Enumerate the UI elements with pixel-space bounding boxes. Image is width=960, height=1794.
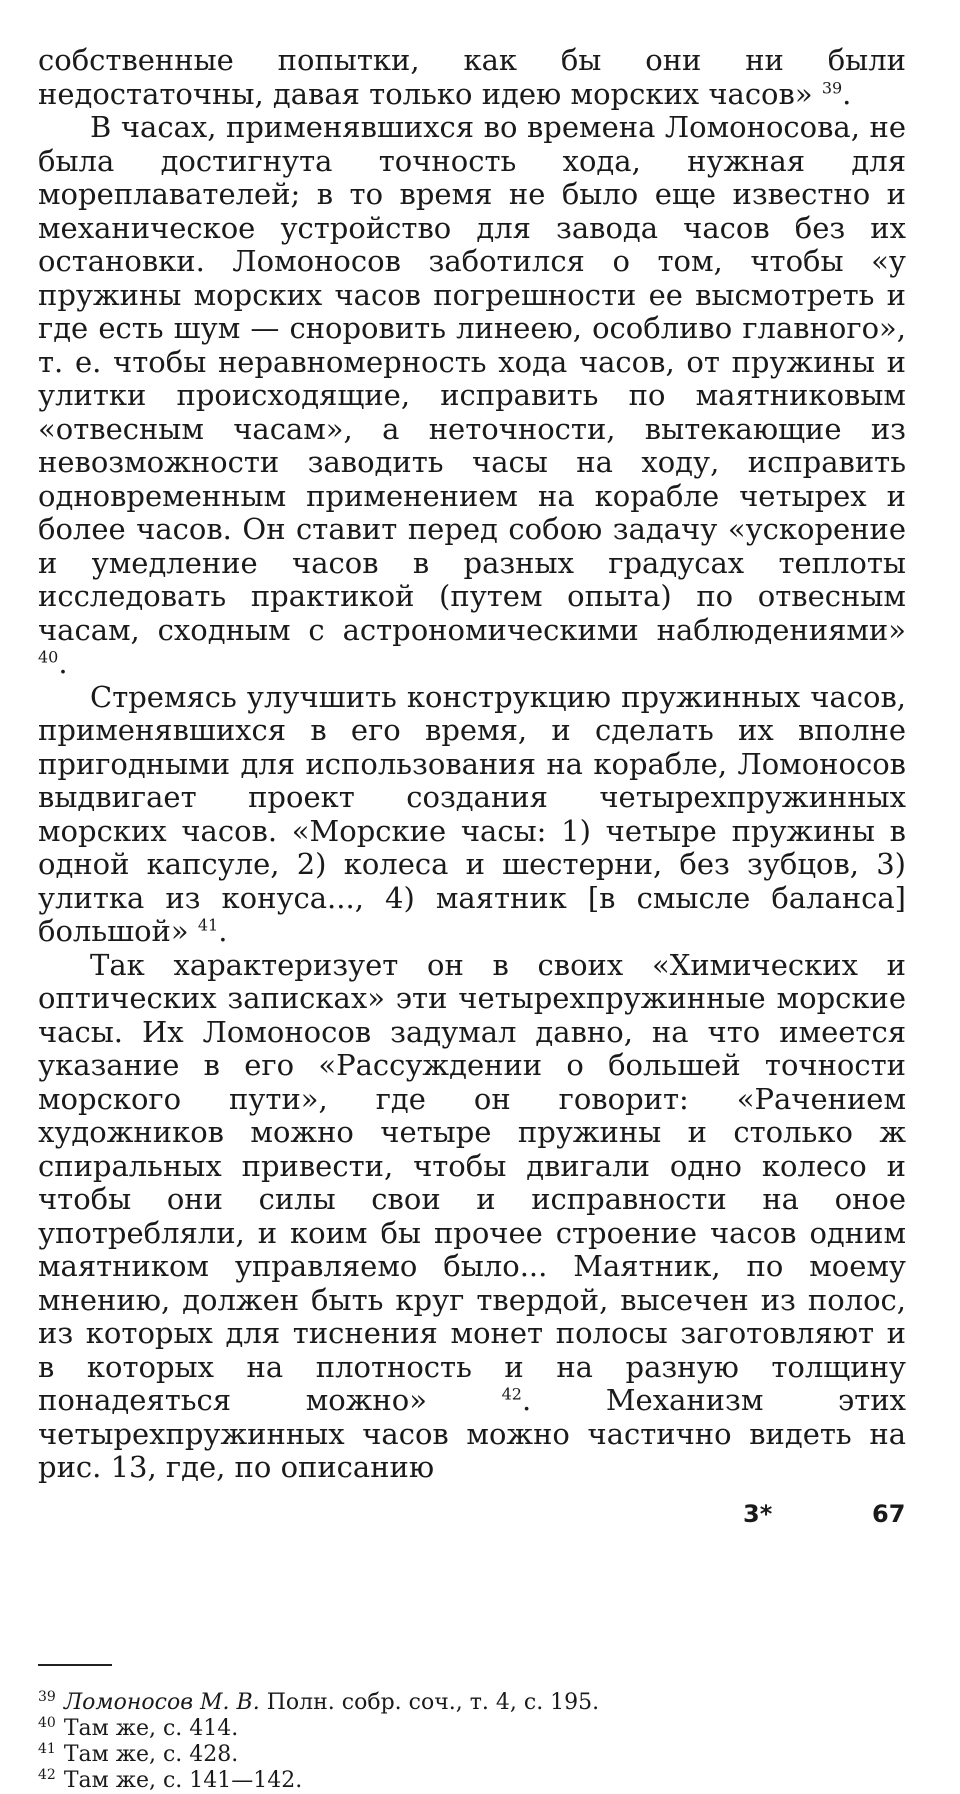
- footnote-40: [38, 1716, 898, 1742]
- paragraph-4-tail: . Механизм этих четырехпружинных часов можно частично видеть на рис. 13, где, по описанию: [38, 1383, 907, 1484]
- footnote-39: [38, 1690, 898, 1716]
- paragraph-1: [38, 44, 906, 111]
- footnote-42: [38, 1768, 898, 1794]
- footnote-number: 42: [38, 1766, 56, 1783]
- footnote-divider: [38, 1664, 112, 1666]
- signature-mark: 3*: [743, 1500, 773, 1528]
- paragraph-2-text: В часах, применявшихся во времена Ломоносова, не была достигнута точность хода, нужная для мореплавателей; в то время не было еще известно и механическое устройство для завода часов без их остановки. Ломоносов заботился о том, чтобы «у пружины морских часов погрешности ее высмотреть и где есть шум — сноровить линеею, особливо главного», т. е. чтобы неравномерность хода часов, от пружины и улитки происходящие, исправить по маятниковым «отвесным часам», а неточности, вытекающие из невозможности заводить часы на ходу, исправить одновременным применением на корабле четырех и более часов. Он ставит перед собою задачу «ускорение и умедление часов в разных градусах теплоты исследовать практикой (путем опыта) по отвесным часам, сходным с астрономическими наблюдениями»: [38, 110, 906, 647]
- footnote-ref-39: 39: [821, 77, 843, 97]
- footnote-number: 40: [38, 1714, 56, 1731]
- paragraph-4: [38, 949, 906, 1485]
- paragraph-1-text: собственные попытки, как бы они ни были недостаточны, давая только идею морских часов»: [38, 43, 906, 111]
- footnote-ref-41: 41: [197, 915, 219, 935]
- paragraph-1-tail: .: [842, 76, 852, 111]
- footnote-text: Там же, с. 428.: [63, 1742, 239, 1767]
- footnote-41: [38, 1742, 898, 1768]
- paragraph-4-text: Так характеризует он в своих «Химических и оптических записках» эти четырехпружинные морские часы. Их Ломоносов задумал давно, на что имеется указание в его «Рассуждении о большей точности морского пути», где он говорит: «Рачением художников можно четыре пружины и столько ж спиральных привести, чтобы двигали одно колесо и чтобы они силы свои и исправности на оное употребляли, и коим бы прочее строение часов одним маятником управляемо было... Маятник, по моему мнению, должен быть круг твердой, высечен из полос, из которых для тиснения монет полосы заготовляют и в которых на плотность и на разную толщину понадеяться можно»: [38, 947, 906, 1417]
- footnote-author: Ломоносов М. В.: [63, 1690, 260, 1715]
- paragraph-3: [38, 681, 906, 949]
- footnote-number: 39: [38, 1688, 56, 1705]
- paragraph-3-text: Стремясь улучшить конструкцию пружинных часов, применявшихся в его время, и сделать их вполне пригодными для использования на корабле, Ломоносов выдвигает проект создания четырехпружинных морских часов. «Морские часы: 1) четыре пружины в одной капсуле, 2) колеса и шестерни, без зубцов, 3) улитка из конуса..., 4) маятник [в смысле баланса] большой»: [38, 679, 906, 948]
- footnote-ref-42: 42: [501, 1384, 522, 1404]
- body-text: [38, 44, 906, 1485]
- footnote-ref-40: 40: [38, 647, 59, 667]
- footnotes: [38, 1690, 898, 1794]
- footnote-text: Там же, с. 414.: [63, 1716, 239, 1741]
- paragraph-2-tail: .: [58, 646, 68, 680]
- footnote-number: 41: [38, 1740, 56, 1757]
- footnote-text: Там же, с. 141—142.: [63, 1768, 303, 1793]
- paragraph-3-tail: .: [218, 914, 228, 948]
- page-number: 67: [872, 1500, 906, 1528]
- page-footer: [0, 1500, 960, 1540]
- footnote-text: Полн. собр. соч., т. 4, с. 195.: [266, 1690, 600, 1715]
- paragraph-2: [38, 111, 906, 681]
